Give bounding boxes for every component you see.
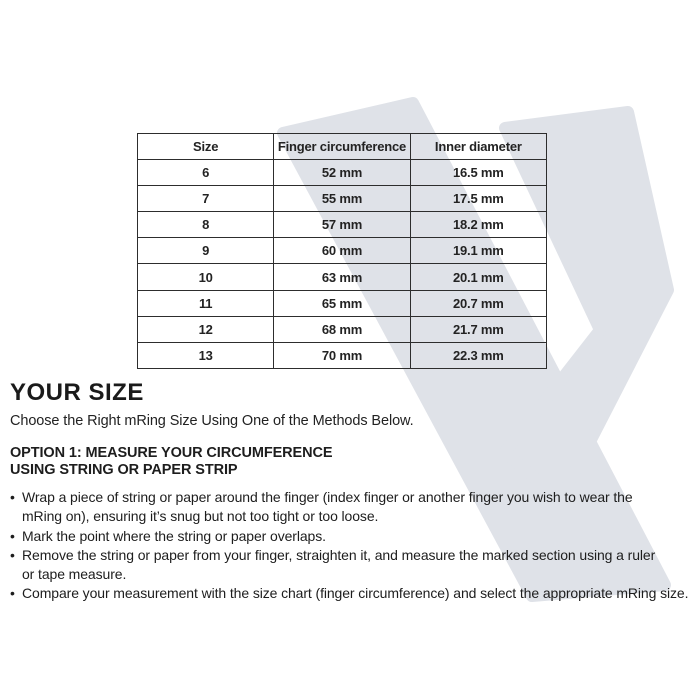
- table-row: [138, 264, 547, 290]
- table-row: [138, 160, 547, 186]
- instruction-text: • Mark the point where the string or paper overlaps.: [22, 527, 698, 546]
- instruction-text: • Compare your measurement with the size chart (finger circumference) and select the appropriate mRing size.: [22, 584, 698, 603]
- table-cell: 10: [138, 264, 274, 290]
- table-cell: 68 mm: [274, 316, 410, 342]
- table-row: [138, 186, 547, 212]
- table-cell: 9: [138, 238, 274, 264]
- instruction-text: • Remove the string or paper from your finger, straighten it, and measure the marked section using a ruler: [22, 546, 698, 565]
- table-cell: 21.7 mm: [410, 316, 546, 342]
- table-row: [138, 316, 547, 342]
- page-title: YOUR SIZE: [10, 379, 144, 406]
- table-cell: 7: [138, 186, 274, 212]
- column-header: Finger circumference: [274, 134, 410, 160]
- ring-size-table: [137, 133, 547, 369]
- table-cell: 55 mm: [274, 186, 410, 212]
- list-item: [10, 488, 698, 527]
- table-cell: 52 mm: [274, 160, 410, 186]
- table-row: [138, 290, 547, 316]
- table-cell: 17.5 mm: [410, 186, 546, 212]
- size-table-body: [138, 160, 547, 369]
- table-cell: 18.2 mm: [410, 212, 546, 238]
- column-header: Inner diameter: [410, 134, 546, 160]
- table-row: [138, 342, 547, 368]
- table-cell: 8: [138, 212, 274, 238]
- sizing-instructions: [10, 379, 698, 604]
- table-cell: 20.7 mm: [410, 290, 546, 316]
- table-cell: 11: [138, 290, 274, 316]
- table-row: [138, 238, 547, 264]
- table-cell: 57 mm: [274, 212, 410, 238]
- table-cell: 60 mm: [274, 238, 410, 264]
- size-table-head: [138, 134, 547, 160]
- table-row: [138, 212, 547, 238]
- table-cell: 63 mm: [274, 264, 410, 290]
- instruction-text: mRing on), ensuring it’s snug but not too tight or too loose.: [22, 508, 379, 525]
- table-cell: 70 mm: [274, 342, 410, 368]
- table-cell: 22.3 mm: [410, 342, 546, 368]
- instruction-text: • Wrap a piece of string or paper around the finger (index finger or another finger you wish to wear the: [22, 488, 698, 507]
- list-item: [10, 546, 698, 585]
- list-item: [10, 527, 698, 546]
- column-header: Size: [138, 134, 274, 160]
- table-cell: 65 mm: [274, 290, 410, 316]
- instructions-list: [10, 488, 698, 604]
- list-item: [10, 584, 698, 603]
- table-cell: 12: [138, 316, 274, 342]
- instruction-text: or tape measure.: [22, 566, 127, 583]
- table-cell: 20.1 mm: [410, 264, 546, 290]
- table-cell: 16.5 mm: [410, 160, 546, 186]
- table-cell: 19.1 mm: [410, 238, 546, 264]
- option1-heading-line2: USING STRING OR PAPER STRIP: [10, 462, 238, 478]
- table-header-row: [138, 134, 547, 160]
- table-cell: 6: [138, 160, 274, 186]
- table-cell: 13: [138, 342, 274, 368]
- option1-heading-line1: OPTION 1: MEASURE YOUR CIRCUMFERENCE: [10, 445, 333, 461]
- page-subtitle: Choose the Right mRing Size Using One of the Methods Below.: [10, 413, 414, 429]
- option1-heading: [10, 445, 698, 479]
